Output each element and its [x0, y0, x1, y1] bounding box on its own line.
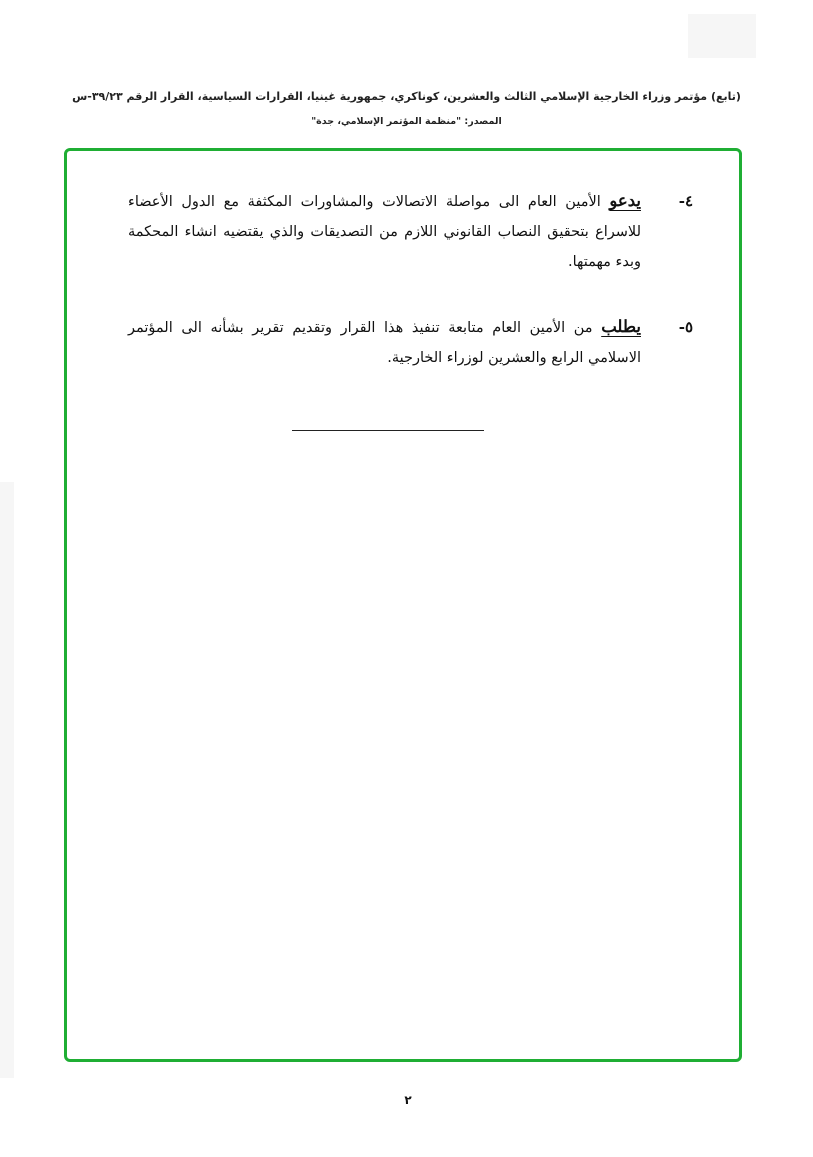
item-text: من الأمين العام متابعة تنفيذ هذا القرار وتقديم تقرير بشأنه الى المؤتمر الاسلامي الرابع والعشرين لوزراء الخارجية.	[128, 320, 641, 366]
item-text: الأمين العام الى مواصلة الاتصالات والمشاورات المكثفة مع الدول الأعضاء للاسراع بتحقيق النصاب القانوني اللازم من التصديقات والذي يقتضيه انشاء المحكمة وبدء مهمتها.	[128, 194, 641, 270]
scan-shade-left	[0, 482, 14, 1078]
item-body	[128, 186, 641, 277]
content-frame	[64, 148, 742, 1062]
item-body	[128, 312, 641, 373]
resolution-item-4	[128, 186, 693, 277]
header-source: المصدر: "منظمة المؤتمر الإسلامي، جدة"	[311, 116, 502, 127]
header-title: (تابع) مؤتمر وزراء الخارجية الإسلامي الثالث والعشرين، كوناكري، جمهورية غينيا، القرارات السياسية، القرار الرقم ٣٩/٢٣-س	[72, 90, 741, 103]
resolution-item-5	[128, 312, 693, 373]
page-number: ٢	[404, 1093, 412, 1107]
item-verb: يطلب	[601, 317, 641, 336]
item-verb: يدعو	[609, 191, 641, 210]
closing-rule	[292, 430, 484, 431]
scan-shade-top-right	[688, 14, 756, 58]
item-number: ٤-	[678, 192, 693, 210]
item-number: ٥-	[678, 318, 693, 336]
